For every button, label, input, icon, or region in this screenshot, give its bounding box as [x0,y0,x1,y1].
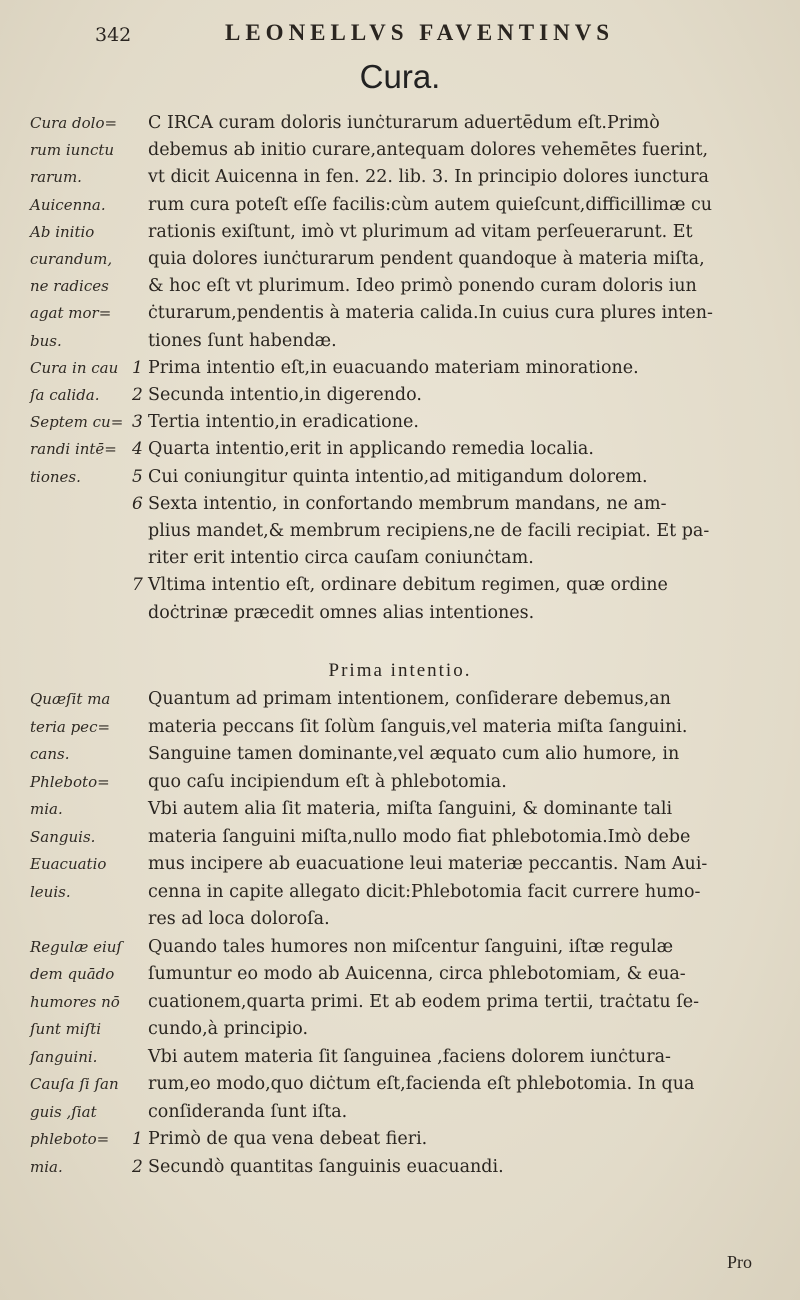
text-line [0,409,800,435]
marginal-note: guis ,ſiat [30,1102,97,1121]
running-head: LEONELLVS FAVENTINVS [225,20,615,45]
marginal-note: rum iunctu [30,141,115,160]
body-text: vt dicit Auicenna in fen. 22. lib. 3. In principio dolores iunctura [148,167,709,188]
body-text: Quarta intentio,erit in applicando remedia localia. [148,439,594,460]
marginal-note: Regulæ eiuſ [30,937,122,956]
marginal-note: Phleboto= [30,772,110,791]
marginal-note: phleboto= [30,1130,110,1148]
body-text: cenna in capite allegato dicit:Phlebotomia facit currere humo- [148,881,701,902]
marginal-note: leuis. [30,882,71,901]
text-line [0,796,800,822]
text-line [0,273,800,299]
marginal-note: bus. [30,331,62,350]
body-text: & hoc eſt vt plurimum. Ideo primò ponendo curam doloris iun [148,276,697,297]
marginal-note: humores nō [30,992,120,1011]
text-line [0,300,800,326]
item-number: 5 [132,466,143,487]
body-text: plius mandet,& membrum recipiens,ne de facili recipiat. Et pa- [148,521,710,541]
text-line [0,518,800,544]
item-number: 4 [132,439,143,460]
body-text: Cui coniungitur quinta intentio,ad mitigandum dolorem. [148,466,648,487]
text-line [0,1126,800,1152]
item-number: 2 [132,385,143,405]
text-line [0,436,800,462]
marginal-note: Quæſit ma [30,690,111,708]
body-text: Vbi autem materia ſit ſanguinea ,faciens dolorem iunċtura- [148,1046,671,1067]
text-line [0,714,800,740]
marginal-note: Cauſa ſi ſan [30,1075,119,1093]
text-line [0,906,800,932]
body-text: Secundò quantitas ſanguinis euacuandi. [148,1156,504,1177]
marginal-note: mia. [30,800,63,818]
marginal-note: ſanguini. [30,1047,98,1066]
body-text: materia ſanguini miſta,nullo modo fiat phlebotomia.Imò debe [148,826,691,847]
page-header [0,18,800,50]
marginal-note: ſunt miſti [30,1020,102,1038]
text-line [0,355,800,381]
text-line [0,1099,800,1125]
body-text: rum cura poteſt eſſe facilis:cùm autem quieſcunt,difficillimæ cu [148,194,713,215]
body-text: mus incipere ab euacuatione leui materiæ peccantis. Nam Aui- [148,854,708,874]
body-text: cundo,à principio. [148,1019,309,1039]
body-text: res ad loca doloroſa. [148,909,330,929]
marginal-note: rarum. [30,168,82,187]
body-text: Sanguine tamen dominante,vel æquato cum alio humore, in [148,744,680,764]
marginal-note: Septem cu= [30,413,124,432]
text-line [0,600,800,626]
text-line [0,824,800,850]
body-text: rum,eo modo,quo diċtum eſt,facienda eſt phlebotomia. In qua [148,1074,695,1094]
body-text: ċturarum,pendentis à materia calida.In cuius cura plures inten- [148,303,713,324]
item-number: 1 [132,357,143,378]
text-line [0,1154,800,1180]
body-text: Vltima intentio eſt, ordinare debitum regimen, quæ ordine [148,575,668,596]
marginal-note: tiones. [30,467,81,486]
marginal-note: dem quādo [30,965,115,983]
page-number: 342 [95,24,132,46]
text-line [0,572,800,598]
text-line [0,769,800,795]
text-line [0,545,800,571]
subheading: Prima intentio. [328,660,472,681]
body-text: Quantum ad primam intentionem, conſiderare debemus,an [148,689,671,709]
marginal-note: ne radices [30,277,109,296]
section-title: Cura. [359,58,441,95]
body-text: C IRCA curam doloris iunċturarum aduertēdum eſt.Primò [148,113,660,133]
body-text: Vbi autem alia ſit materia, miſta ſanguini, & dominante tali [148,799,673,819]
item-number: 7 [132,575,143,596]
marginal-note: Auicenna. [30,195,106,214]
body-text: cuationem,quarta primi. Et ab eodem prima tertii, traċtatu ſe- [148,991,699,1012]
body-text: Secunda intentio,in digerendo. [148,385,422,405]
item-number: 6 [132,493,143,514]
text-line [0,686,800,712]
body-text: Sexta intentio, in confortando membrum mandans, ne am- [148,493,667,514]
marginal-note: ſa calida. [30,386,100,404]
item-number: 2 [132,1156,143,1177]
text-line [0,328,800,354]
body-text: tiones ſunt habendæ. [148,330,337,351]
body-text: ſumuntur eo modo ab Auicenna, circa phlebotomiam, & eua- [148,964,686,984]
text-line [0,219,800,245]
text-line [0,382,800,408]
body-text: quia dolores iunċturarum pendent quandoque à materia miſta, [148,249,705,269]
item-number: 3 [132,412,143,433]
catchword: Pro [727,1252,753,1272]
body-text: doċtrinæ præcedit omnes alias intentiones. [148,602,535,623]
marginal-note: Ab initio [30,222,95,241]
body-text: Quando tales humores non miſcentur ſanguini, iſtæ regulæ [148,936,674,957]
text-line [0,961,800,987]
text-line [0,164,800,190]
body-text: materia peccans ſit ſolùm ſanguis,vel materia miſta ſanguini. [148,716,688,737]
marginal-note: mia. [30,1157,63,1176]
text-line [0,246,800,272]
marginal-note: teria pec= [30,717,111,736]
text-line [0,192,800,218]
text-line [0,1044,800,1070]
text-line [0,491,800,517]
text-line [0,464,800,490]
marginal-note: agat mor= [30,304,112,323]
item-number: 1 [132,1129,143,1149]
marginal-note: Sanguis. [30,827,96,846]
body-text: conſideranda ſunt iſta. [148,1101,348,1122]
marginal-note: Cura in cau [30,358,119,377]
marginal-note: Euacuatio [30,855,107,873]
text-line [0,137,800,163]
marginal-note: cans. [30,745,70,763]
body-text: Tertia intentio,in eradicatione. [148,412,419,433]
text-line [0,1071,800,1097]
text-line [0,879,800,905]
body-text: quo caſu incipiendum eſt à phlebotomia. [148,771,507,792]
text-line [0,851,800,877]
body-text: riter erit intentio circa cauſam coniunċtam. [148,548,534,569]
body-text: debemus ab initio curare,antequam dolores vehemētes fuerint, [148,140,709,161]
text-line [0,1016,800,1042]
text-line [0,989,800,1015]
marginal-note: curandum, [30,250,113,268]
text-line [0,741,800,767]
body-text: Primò de qua vena debeat fieri. [148,1129,428,1149]
text-line [0,934,800,960]
body-text: Prima intentio eſt,in euacuando materiam minoratione. [148,357,639,378]
text-line [0,110,800,136]
marginal-note: Cura dolo= [30,114,118,132]
marginal-note: randi intē= [30,440,117,459]
body-text: rationis exiſtunt, imò vt plurimum ad vitam perſeuerarunt. Et [148,221,693,242]
